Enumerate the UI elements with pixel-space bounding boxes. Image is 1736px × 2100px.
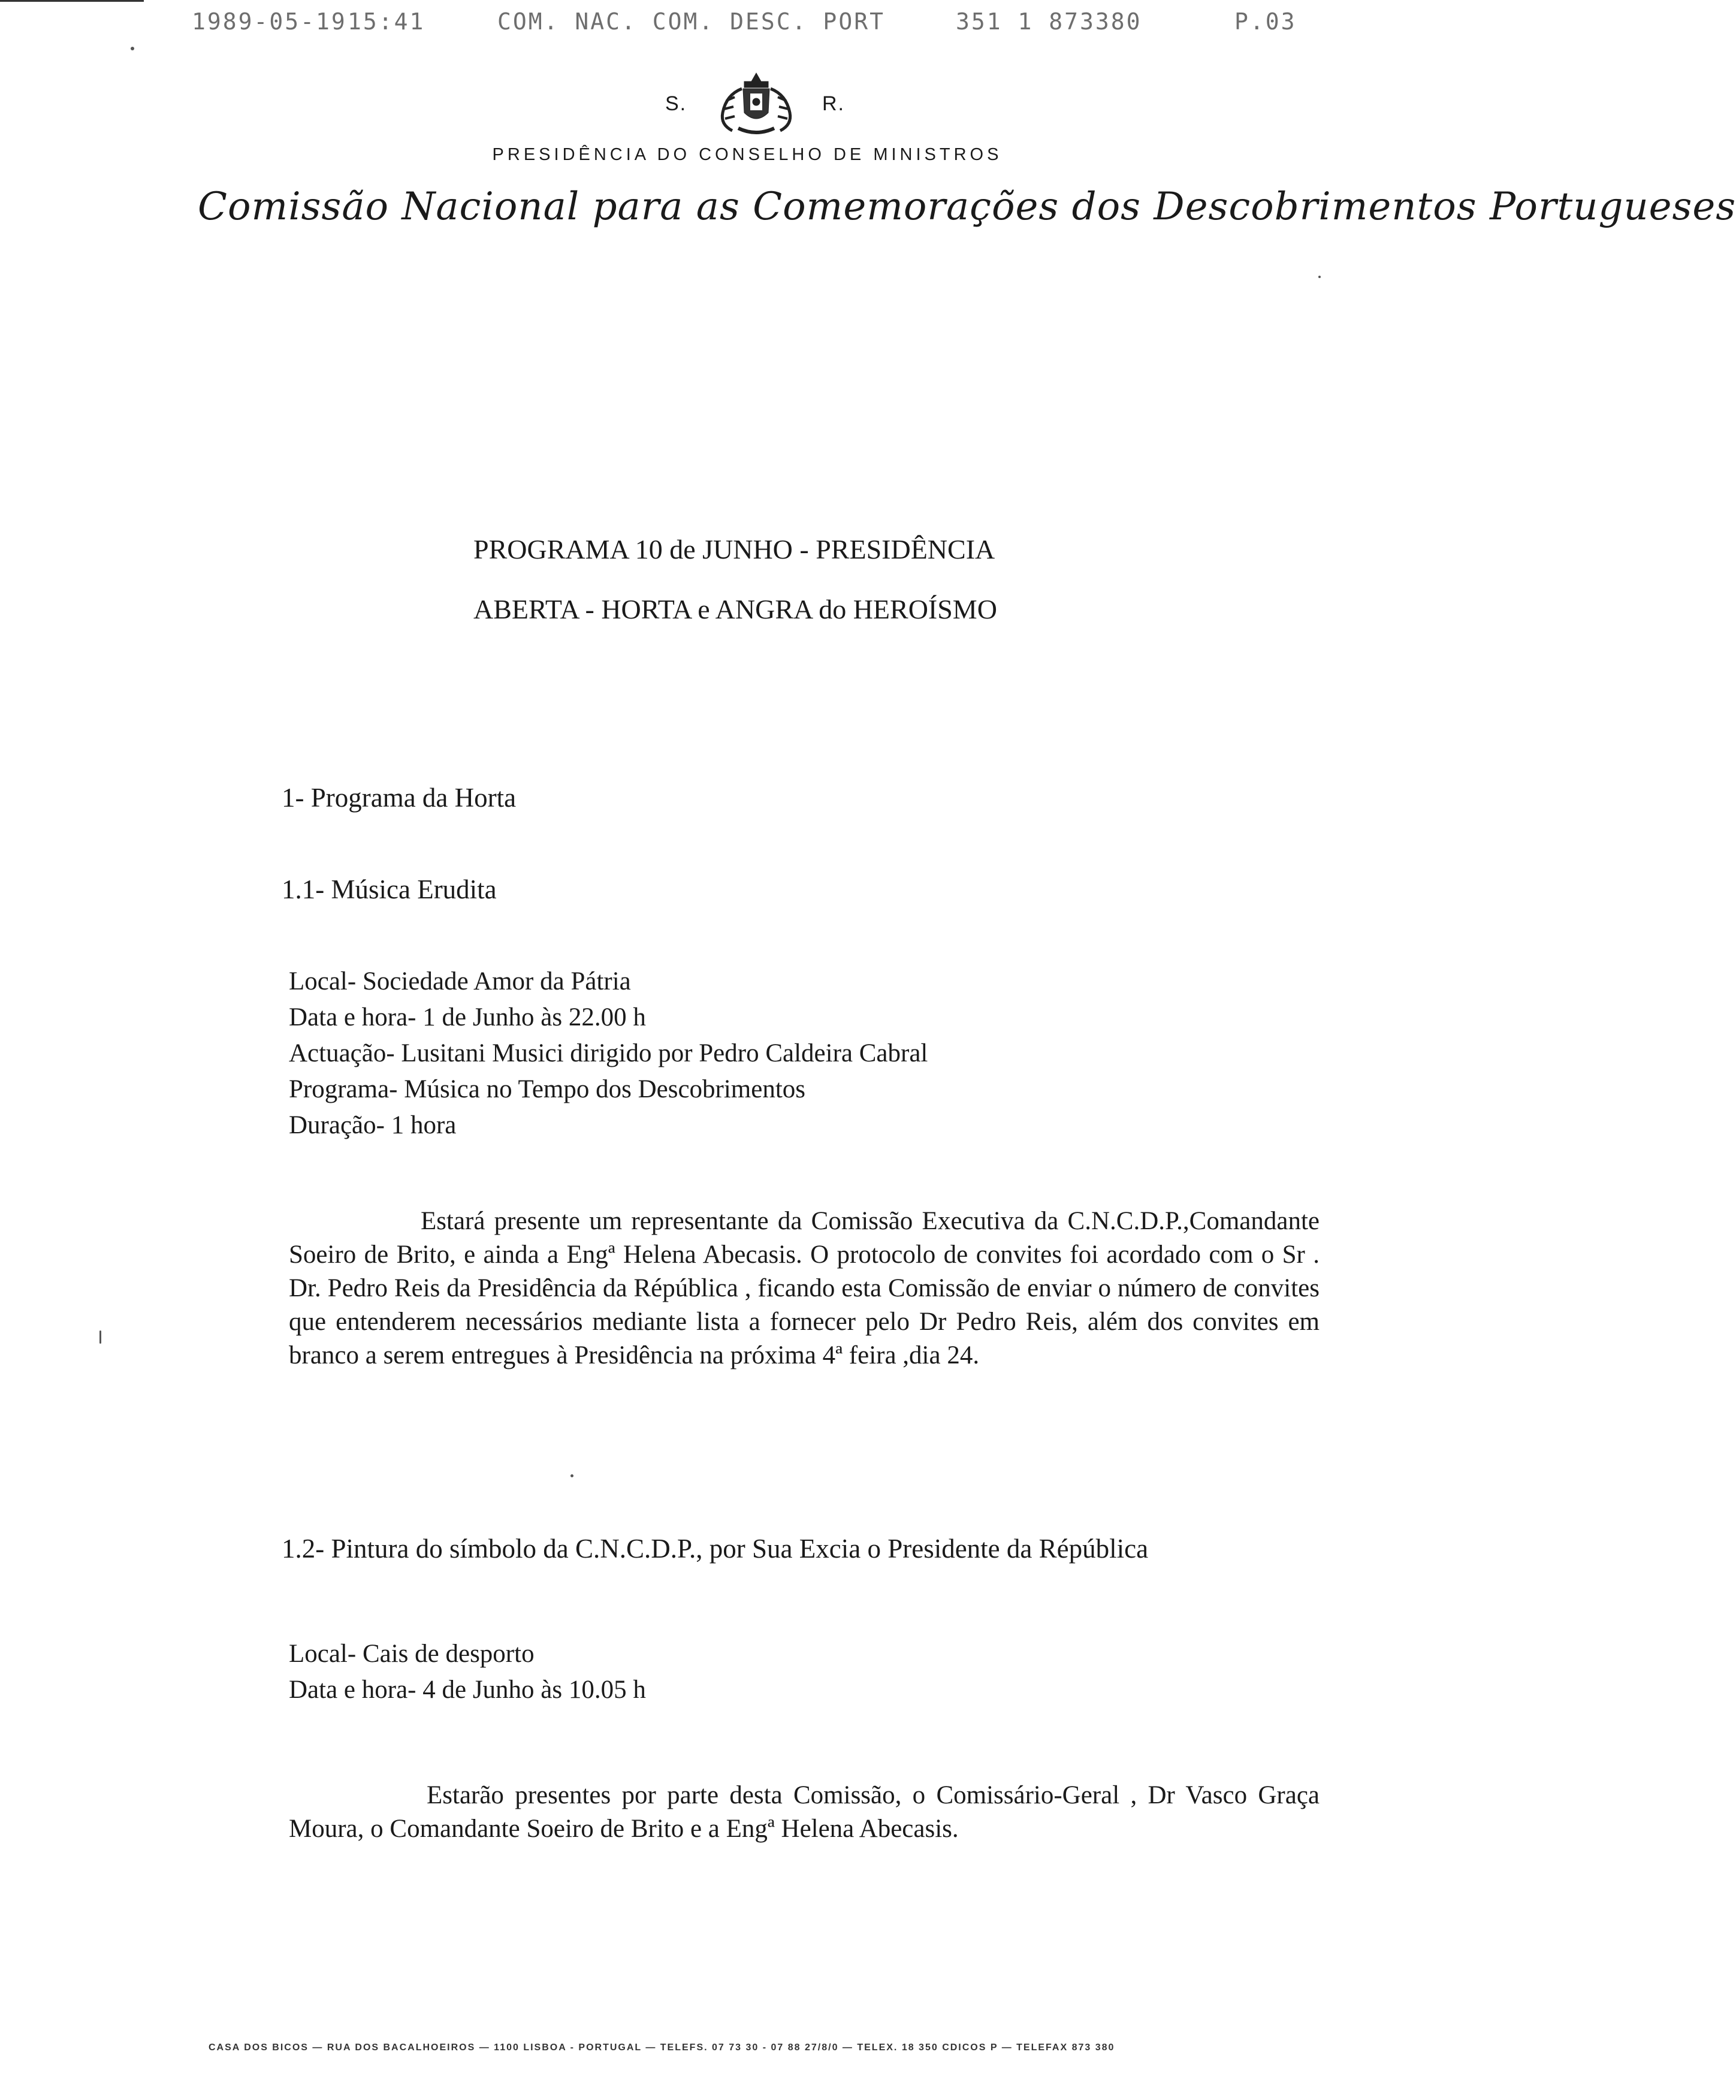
fax-time: 15:41	[348, 8, 425, 35]
program-title-line-2: ABERTA - HORTA e ANGRA do HEROÍSMO	[473, 594, 997, 624]
scan-speck	[99, 1330, 101, 1344]
subsection-1-1-paragraph	[289, 1205, 1320, 1372]
detail-date-time: Data e hora- 4 de Junho às 10.05 h	[289, 1676, 646, 1704]
detail-performance: Actuação- Lusitani Musici dirigido por Pedro Caldeira Cabral	[289, 1039, 928, 1067]
crest-letter-r: R.	[822, 92, 845, 115]
detail-local: Local- Sociedade Amor da Pátria	[289, 967, 631, 995]
fax-transmission-header	[192, 8, 1330, 37]
subsection-1-1-heading: 1.1- Música Erudita	[282, 874, 497, 904]
detail-local: Local- Cais de desporto	[289, 1640, 535, 1668]
subsection-1-1-details	[289, 964, 928, 1143]
detail-duration: Duração- 1 hora	[289, 1111, 457, 1139]
top-rule	[0, 0, 144, 2]
scan-speck	[131, 47, 134, 50]
subsection-1-2-paragraph	[289, 1779, 1320, 1846]
crest-letter-s: S.	[665, 92, 687, 115]
detail-date-time: Data e hora- 1 de Junho às 22.00 h	[289, 1003, 646, 1031]
letterhead-crest-row	[0, 71, 1477, 143]
paragraph-text: Estarão presentes por parte desta Comissão, o Comissário-Geral , Dr Vasco Graça Moura, o Comandante Soeiro de Brito e a Engª Helena Abecasis.	[289, 1781, 1320, 1843]
commission-name: Comissão Nacional para as Comemorações dos Descobrimentos Portugueses	[198, 185, 1736, 229]
section-1-heading: 1- Programa da Horta	[282, 783, 517, 813]
subsection-1-2-details	[289, 1636, 646, 1708]
fax-date: 1989-05-19	[192, 8, 347, 35]
fax-phone: 351 1 873380	[956, 8, 1142, 35]
ministry-heading: PRESIDÊNCIA DO CONSELHO DE MINISTROS	[492, 145, 1003, 164]
program-title-line-1: PROGRAMA 10 de JUNHO - PRESIDÊNCIA	[473, 534, 995, 565]
paragraph-text: Estará presente um representante da Comissão Executiva da C.N.C.D.P.,Comandante Soeiro de Brito, e ainda a Engª Helena Abecasis. O protocolo de convites foi acordado com o Sr . Dr. Pedro Reis da Presidência da Répública , ficando esta Comissão de enviar o número de convites que entenderem necessários mediante lista a fornecer pelo Dr Pedro Reis, além dos convites em branco a serem entregues à Presidência na próxima 4ª feira ,dia 24.	[289, 1207, 1320, 1369]
coat-of-arms-icon	[708, 71, 804, 137]
scan-speck	[1318, 276, 1321, 278]
subsection-1-2-heading: 1.2- Pintura do símbolo da C.N.C.D.P., por Sua Excia o Presidente da Répública	[282, 1534, 1149, 1564]
detail-program: Programa- Música no Tempo dos Descobrimentos	[289, 1075, 806, 1103]
scan-speck	[570, 1474, 573, 1477]
fax-sender: COM. NAC. COM. DESC. PORT	[497, 8, 885, 35]
fax-page-number: P.03	[1234, 8, 1297, 35]
letterhead-footer-address: CASA DOS BICOS — RUA DOS BACALHOEIROS — 1100 LISBOA - PORTUGAL — TELEFS. 07 73 30 - 07 88 27/8/0 — TELEX. 18 350 CDICOS P — TELEFAX 873 380	[209, 2042, 1115, 2053]
